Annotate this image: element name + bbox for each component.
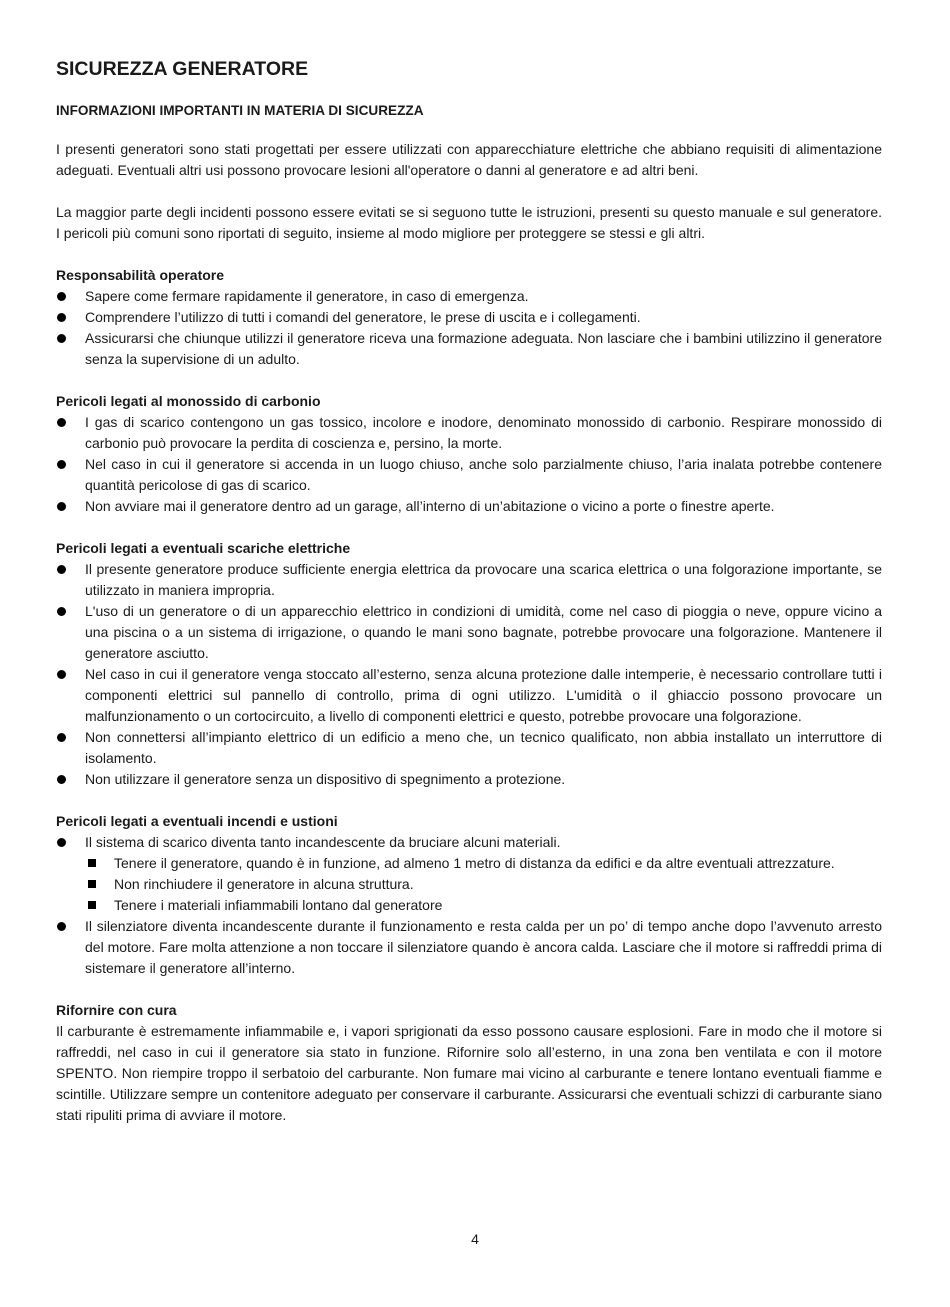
bullet-list	[56, 286, 882, 370]
list-item: Nel caso in cui il generatore venga stoccato all’esterno, senza alcuna protezione dalle intemperie, è necessario controllare tutti i componenti elettrici sul pannello di controllo, prima di ogni utilizzo. L'umidità o il ghiaccio possono provocare un malfunzionamento o un cortocircuito, a livello di componenti elettrici e questo, potrebbe provocare una folgorazione.	[56, 664, 882, 727]
square-bullet-icon	[88, 859, 96, 867]
list-item: I gas di scarico contengono un gas tossico, incolore e inodore, denominato monossido di carbonio. Respirare monossido di carbonio può provocare la perdita di coscienza e, persino, la morte.	[56, 412, 882, 454]
refuel-section	[56, 1000, 882, 1126]
list-item: L'uso di un generatore o di un apparecchio elettrico in condizioni di umidità, come nel caso di pioggia o neve, oppure vicino a una piscina o a un sistema di irrigazione, o quando le mani sono bagnate, potrebbe provocare una folgorazione. Mantenere il generatore asciutto.	[56, 601, 882, 664]
page-title: SICUREZZA GENERATORE	[56, 58, 309, 80]
fire-section	[56, 811, 882, 979]
bullet-icon	[57, 733, 66, 742]
sub-bullet-list	[56, 853, 882, 916]
co-section	[56, 391, 882, 517]
bullet-icon	[57, 607, 66, 616]
list-item: Non connettersi all’impianto elettrico di un edificio a meno che, un tecnico qualificato, non abbia installato un interruttore di isolamento.	[56, 727, 882, 769]
section-heading: Responsabilità operatore	[56, 267, 225, 283]
electric-section	[56, 538, 882, 790]
page-number: 4	[471, 1231, 479, 1247]
bullet-icon	[57, 292, 66, 301]
sub-list-item: Tenere il generatore, quando è in funzione, ad almeno 1 metro di distanza da edifici e da altre eventuali attrezzature.	[56, 853, 882, 874]
square-bullet-icon	[88, 901, 96, 909]
bullet-list	[56, 832, 882, 853]
bullet-icon	[57, 670, 66, 679]
section-heading: Rifornire con cura	[56, 1002, 177, 1018]
list-item: Il silenziatore diventa incandescente durante il funzionamento e resta calda per un po’ di tempo anche dopo l’avvenuto arresto del motore. Fare molta attenzione a non toccare il silenziatore quando è ancora calda. Lasciare che il motore si raffreddi prima di sistemare il generatore all’interno.	[56, 916, 882, 979]
section-subtitle: INFORMAZIONI IMPORTANTI IN MATERIA DI SICUREZZA	[56, 103, 424, 118]
refuel-paragraph: Il carburante è estremamente infiammabile e, i vapori sprigionati da esso possono causare esplosioni. Fare in modo che il motore si raffreddi, nel caso in cui il generatore sia stato in funzione. Rifornire solo all’esterno, in una zona ben ventilata e con il motore SPENTO. Non riempire troppo il serbatoio del carburante. Non fumare mai vicino al carburante e tenere lontano eventuali fiamme e scintille. Utilizzare sempre un contenitore adeguato per conservare il carburante. Assicurarsi che eventuali schizzi di carburante siano stati ripuliti prima di avviare il motore.	[56, 1023, 882, 1123]
list-item: Il presente generatore produce sufficiente energia elettrica da provocare una scarica elettrica o una folgorazione importante, se utilizzato in maniera impropria.	[56, 559, 882, 601]
list-item: Comprendere l’utilizzo di tutti i comandi del generatore, le prese di uscita e i collegamenti.	[56, 307, 882, 328]
bullet-list	[56, 559, 882, 790]
bullet-list	[56, 916, 882, 979]
list-item: Non avviare mai il generatore dentro ad un garage, all’interno di un’abitazione o vicino a porte o finestre aperte.	[56, 496, 882, 517]
list-item: Assicurarsi che chiunque utilizzi il generatore riceva una formazione adeguata. Non lasciare che i bambini utilizzino il generatore senza la supervisione di un adulto.	[56, 328, 882, 370]
bullet-icon	[57, 775, 66, 784]
bullet-icon	[57, 313, 66, 322]
list-item: Sapere come fermare rapidamente il generatore, in caso di emergenza.	[56, 286, 882, 307]
bullet-icon	[57, 418, 66, 427]
list-item: Non utilizzare il generatore senza un dispositivo di spegnimento a protezione.	[56, 769, 882, 790]
operator-section	[56, 265, 882, 370]
bullet-icon	[57, 334, 66, 343]
list-item: Il sistema di scarico diventa tanto incandescente da bruciare alcuni materiali.	[56, 832, 882, 853]
bullet-icon	[57, 460, 66, 469]
sub-list-item: Tenere i materiali infiammabili lontano dal generatore	[56, 895, 882, 916]
bullet-icon	[57, 838, 66, 847]
section-heading: Pericoli legati a eventuali incendi e ustioni	[56, 813, 338, 829]
square-bullet-icon	[88, 880, 96, 888]
bullet-icon	[57, 502, 66, 511]
list-item: Nel caso in cui il generatore si accenda in un luogo chiuso, anche solo parzialmente chiuso, l’aria inalata potrebbe contenere quantità pericolose di gas di scarico.	[56, 454, 882, 496]
document-page	[56, 58, 882, 1147]
bullet-icon	[57, 565, 66, 574]
section-heading: Pericoli legati a eventuali scariche elettriche	[56, 540, 351, 556]
bullet-icon	[57, 922, 66, 931]
intro-paragraph: La maggior parte degli incidenti possono essere evitati se si seguono tutte le istruzioni, presenti su questo manuale e sul generatore. I pericoli più comuni sono riportati di seguito, insieme al modo migliore per proteggere se stessi e gli altri.	[56, 204, 882, 241]
intro-paragraph: I presenti generatori sono stati progettati per essere utilizzati con apparecchiature elettriche che abbiano requisiti di alimentazione adeguati. Eventuali altri usi possono provocare lesioni all'operatore o danni al generatore e ad altri beni.	[56, 141, 882, 178]
sub-list-item: Non rinchiudere il generatore in alcuna struttura.	[56, 874, 882, 895]
bullet-list	[56, 412, 882, 517]
section-heading: Pericoli legati al monossido di carbonio	[56, 393, 321, 409]
